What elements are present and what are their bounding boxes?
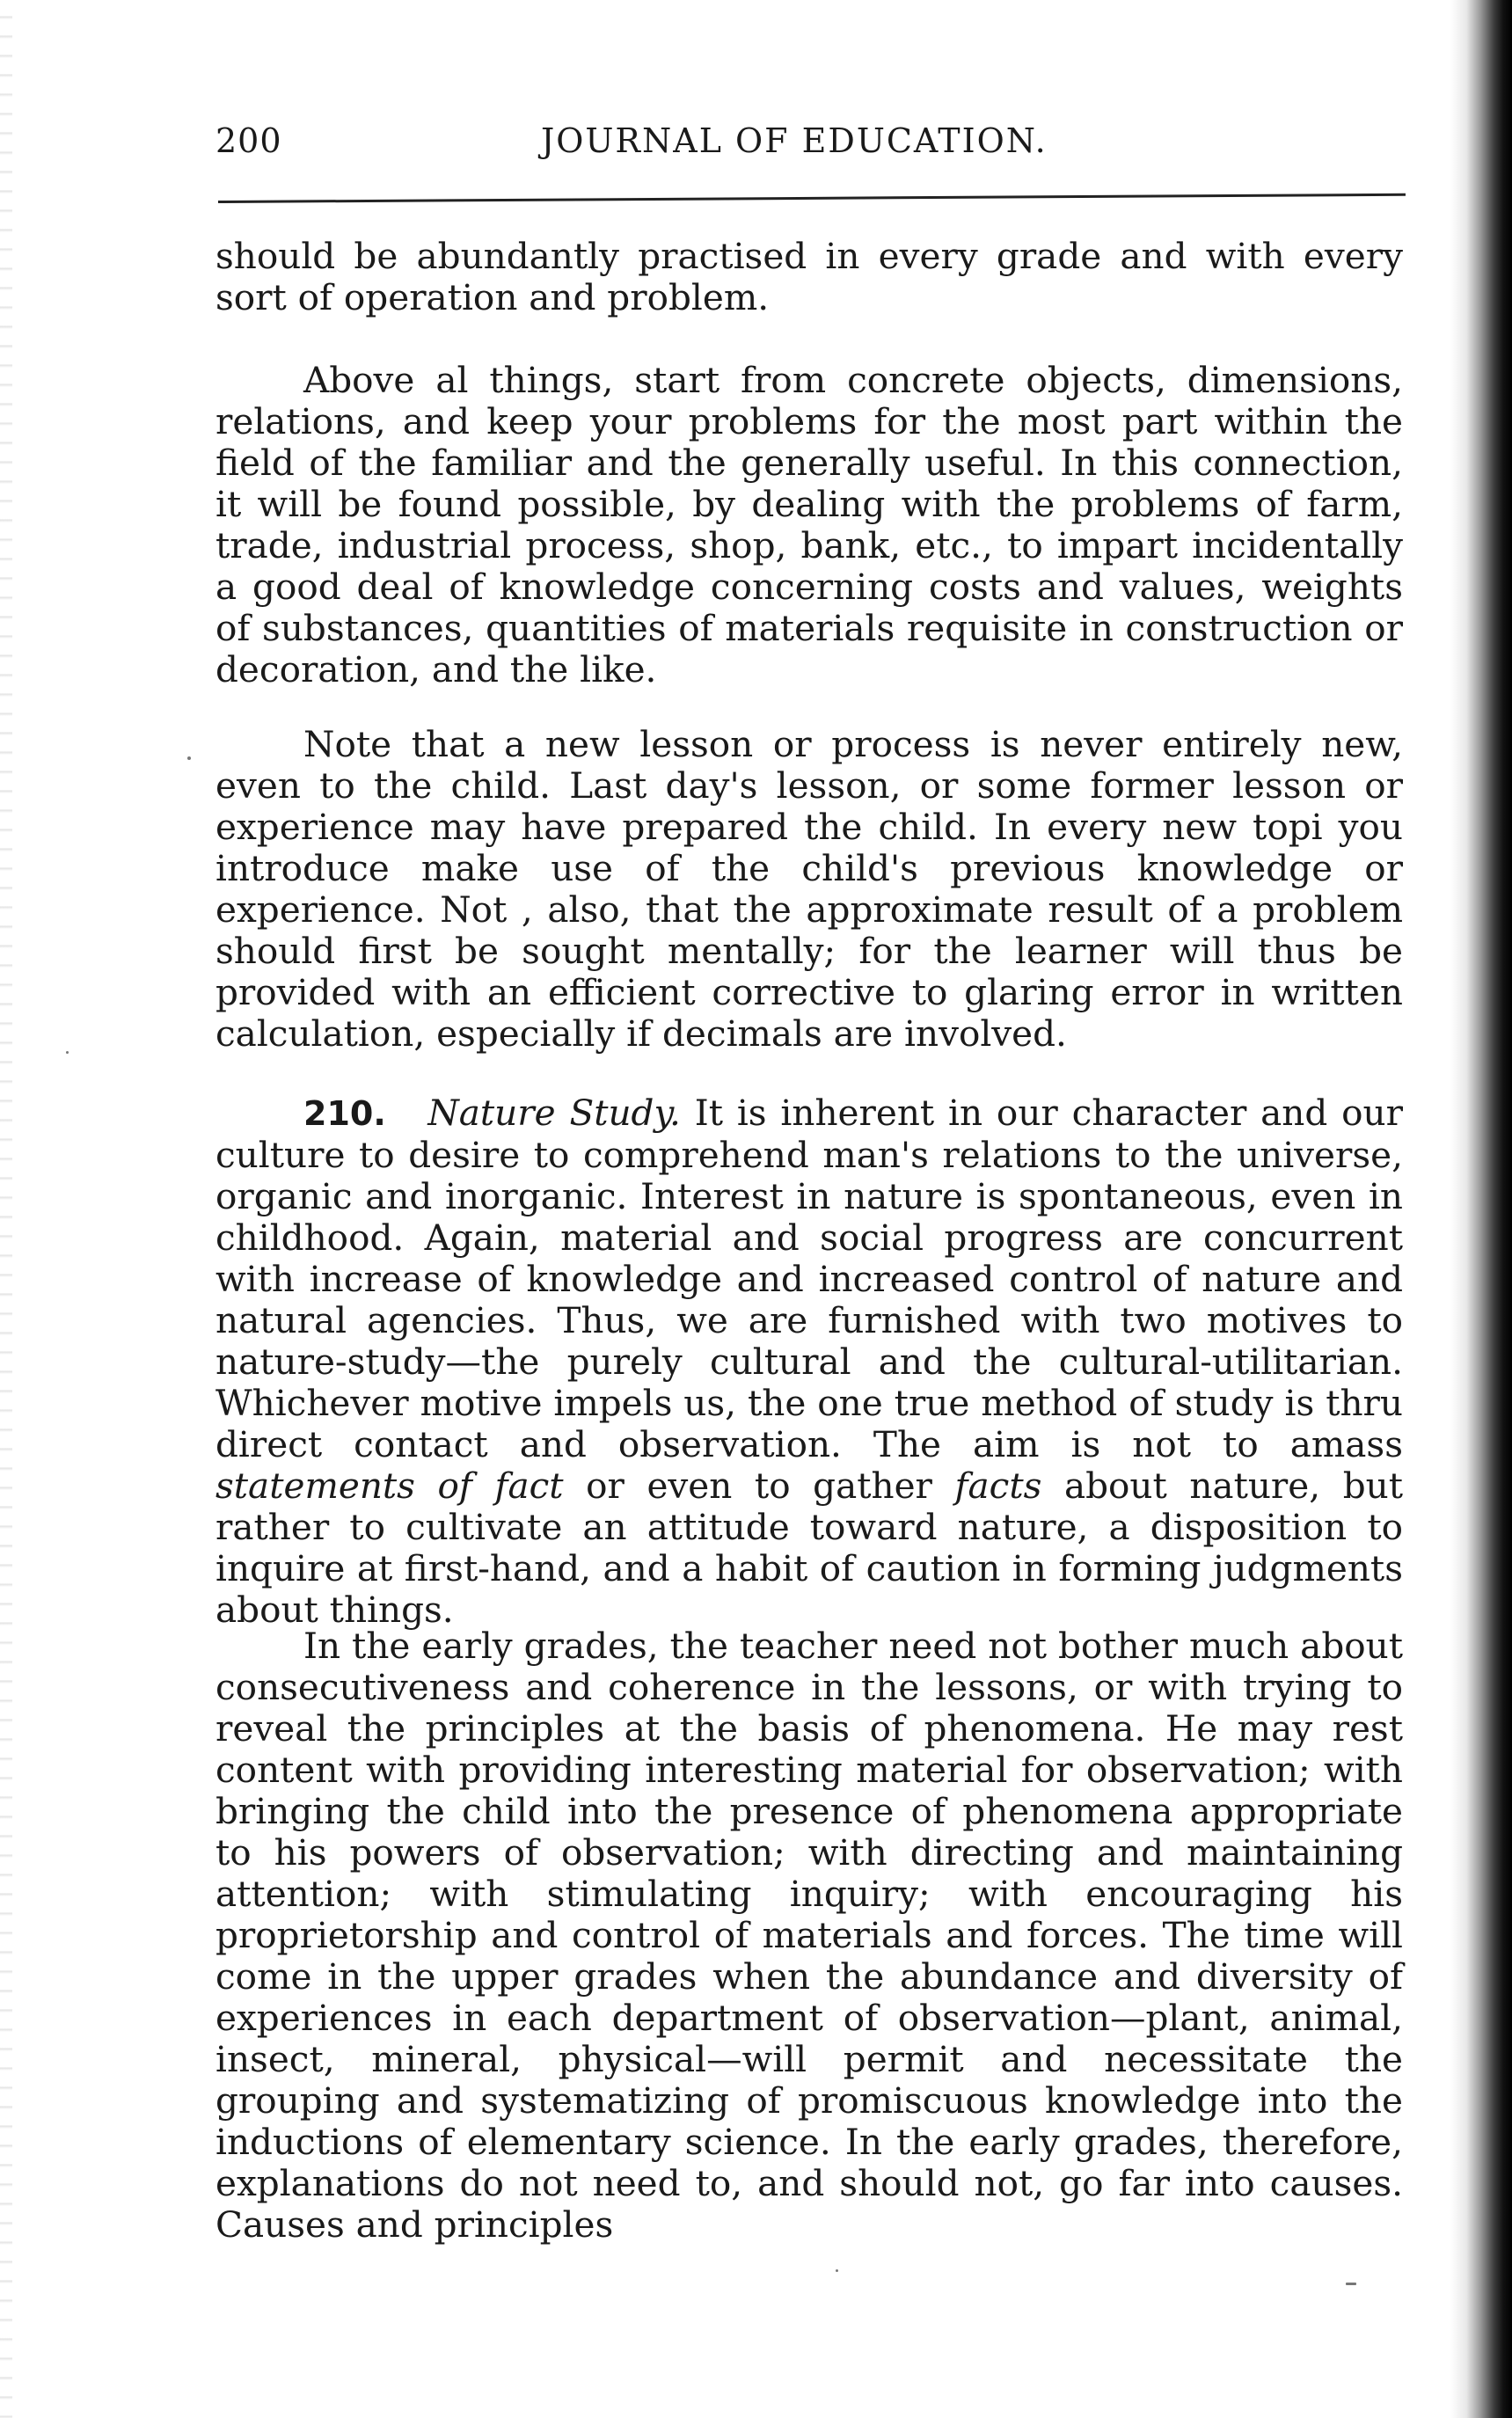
running-head (215, 121, 1377, 174)
scan-speck (187, 756, 191, 760)
section-title: Nature Study. (427, 1092, 681, 1134)
section-text-part: about nature, but rather to cultivate an attitude toward nature, a disposition to inquire at first-hand, and a habit of caution in forming judgments about things. (215, 1465, 1403, 1631)
journal-title: JOURNAL OF EDUCATION. (541, 121, 1048, 160)
paragraph-text: should be abundantly practised in every grade and with every sort of operation and problem. (215, 235, 1403, 318)
section-text-part: or even to gather (563, 1465, 955, 1507)
section-paragraph (215, 1092, 1403, 1631)
paragraph-early-grades (215, 1625, 1403, 2246)
emphasis-statements-of-fact: statements of fact (215, 1465, 564, 1507)
paragraph-text: Note that a new lesson or process is never entirely new, even to the child. Last day's lesson, or some former lesson or experience may have prepared the child. In every new topi you introduce make use of the child's previous knowledge or experience. Not , also, that the approximate result of a problem should first be sought mentally; for the learner will thus be provided with an efficient corrective to glaring error in written calculation, especially if decimals are involved. (215, 723, 1403, 1055)
emphasis-facts: facts (954, 1465, 1042, 1507)
scan-binding-edge (1450, 0, 1512, 2418)
paragraph-continuation (215, 236, 1403, 318)
page-number: 200 (215, 121, 282, 160)
paragraph-new-lesson (215, 724, 1403, 1055)
paragraph-text: Above al things, start from concrete objects, dimensions, relations, and keep your problems for the most part within the field of the familiar and the generally useful. In this connection, it will be found possible, by dealing with the problems of farm, trade, industrial process, shop, bank, etc., to impart incidentally a good deal of knowledge concerning costs and values, weights of substances, quantities of materials requisite in construction or decoration, and the like. (215, 359, 1403, 690)
scan-speck (836, 2269, 838, 2272)
paragraph-concrete-objects (215, 360, 1403, 690)
section-text-part: It is inherent in our character and our culture to desire to comprehend man's relations to the universe, organic and inorganic. Interest in nature is spontaneous, even in childhood. Again, material and social progress are concurrent with increase of knowledge and increased control of nature and natural agencies. Thus, we are furnished with two motives to nature-study—the purely cultural and the cultural-utilitarian. Whichever motive impels us, the one true method of study is thru direct contact and observation. The aim is not to amass (215, 1092, 1403, 1465)
scan-speck (66, 1051, 69, 1054)
header-rule (218, 194, 1406, 203)
section-nature-study (215, 1092, 1403, 1631)
scan-speck (1346, 2283, 1356, 2285)
paragraph-text: In the early grades, the teacher need not bother much about consecutiveness and coherence in the lessons, or with trying to reveal the principles at the basis of phenomena. He may rest content with providing interesting material for observation; with bringing the child into the presence of phenomena appropriate to his powers of observation; with directing and maintaining attention; with stimulating inquiry; with encouraging his proprietorship and control of materials and forces. The time will come in the upper grades when the abundance and diversity of experiences in each department of observation—plant, animal, insect, mineral, physical—will permit and necessitate the grouping and systematizing of promiscuous knowledge into the inductions of elementary science. In the early grades, therefore, explanations do not need to, and should not, go far into causes. Causes and principles (215, 1625, 1403, 2246)
section-number: 210. (303, 1094, 386, 1133)
scan-left-edge (0, 0, 12, 2418)
